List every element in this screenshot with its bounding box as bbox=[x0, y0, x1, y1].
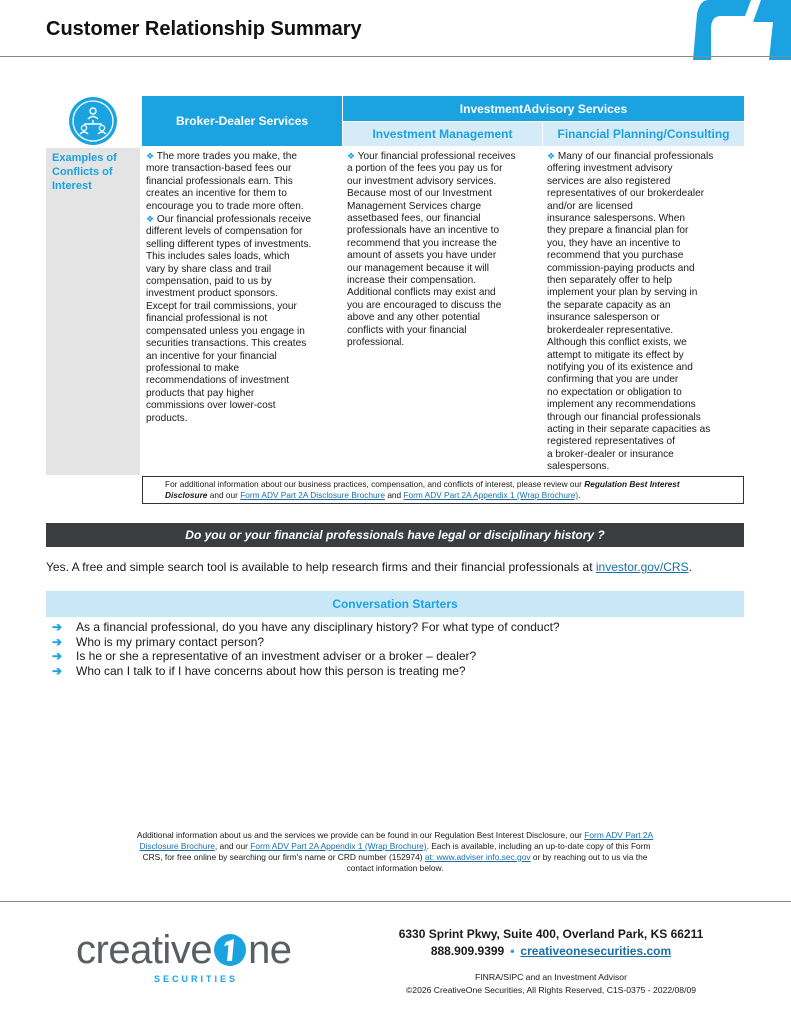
brand-one-mark-icon bbox=[213, 932, 247, 968]
legal-history-heading: Do you or your financial professionals have legal or disciplinary history ? bbox=[46, 523, 744, 547]
footer-divider bbox=[0, 901, 791, 902]
finra-notice: FINRA/SIPC and an Investment Advisor bbox=[475, 972, 627, 982]
sec-adviser-link[interactable]: at: www.adviser info.sec.gov bbox=[424, 852, 531, 862]
investment-advisory-header: InvestmentAdvisory Services bbox=[343, 96, 744, 121]
bullet-diamond-icon: ❖ bbox=[347, 151, 356, 161]
note-text: For additional information about our business practices, compensation, and conflicts of interest, please review our bbox=[165, 479, 582, 489]
brand-word-right: ne bbox=[248, 928, 292, 972]
conversation-starters-heading: Conversation Starters bbox=[46, 591, 744, 617]
conflicts-row-label: Examples of Conflicts of Interest bbox=[46, 148, 140, 475]
list-item bbox=[52, 649, 560, 664]
adv-disclosure-brochure-link[interactable]: Form ADV Part 2A Disclosure Brochure bbox=[139, 830, 654, 851]
investor-gov-link[interactable]: investor.gov/CRS bbox=[595, 560, 689, 574]
brand-word-left: creative bbox=[76, 928, 213, 972]
investment-management-conflicts-cell bbox=[347, 150, 541, 350]
broker-dealer-header: Broker-Dealer Services bbox=[142, 96, 342, 146]
financial-planning-conflicts-cell bbox=[547, 150, 742, 474]
arrow-right-icon: ➔ bbox=[52, 620, 63, 634]
brand-wordmark bbox=[76, 930, 316, 970]
investment-management-conflict: Your financial professional receives a portion of the fees you pay us for our investment advisory services. Because most of our Investment Management Services charge assetbased fees, our financial professionals have an incentive to recommend that you increase the amount of assets you have under our management because it will increase their compensation. Additional conflicts may exist and you are encouraged to discuss the above and any other potential conflicts with your financial professional. bbox=[347, 151, 516, 349]
page-title: Customer Relationship Summary bbox=[46, 18, 362, 40]
broker-dealer-conflict-2: Our financial professionals receive different levels of compensation for selling different types of investments. This includes sales loads, which vary by share class and trail compensation, paid to us by investment product sponsors. Except for trail commissions, your financial professional is not compensated unless you engage in securities transactions. This creates an incentive for your financial professional to make recommendations of investment products that pay higher commissions over lower-cost products. bbox=[146, 214, 312, 424]
financial-planning-conflict: Many of our financial professionals offering investment advisory services are also registered representatives of our brokerdealer and/or are licensed insurance salespersons. When they prepare a financial plan for you, they have an incentive to recommend that you purchase commission-paying products and then separately offer to help implement your plan by serving in the separate capacity as an insurance salesperson or brokerdealer representative. Although this conflict exists, we attempt to mitigate its effect by notifying you of its existence and confirming that you are under no expectation or obligation to implement any recommendations through our financial professionals acting in their separate capacities as registered representatives of a broker-dealer or insurance salespersons. bbox=[547, 151, 714, 473]
adv-wrap-brochure-link[interactable]: Form ADV Part 2A Appendix 1 (Wrap Brochure) bbox=[250, 841, 427, 851]
people-network-icon bbox=[68, 96, 118, 146]
note-text: . bbox=[578, 490, 581, 500]
legal-history-answer-text: Yes. A free and simple search tool is available to help research firms and their financial professionals at bbox=[46, 560, 593, 574]
copyright-notice: ©2026 CreativeOne Securities, All Rights Reserved, C1S-0375 - 2022/08/09 bbox=[405, 985, 697, 995]
arrow-right-icon: ➔ bbox=[52, 663, 63, 678]
company-contact bbox=[376, 944, 726, 958]
separator-dot-icon: • bbox=[510, 944, 515, 958]
broker-dealer-conflicts-cell bbox=[146, 150, 340, 425]
question-text: Is he or she a representative of an investment adviser or a broker – dealer? bbox=[76, 649, 477, 663]
broker-dealer-conflict-1: The more trades you make, the more transaction-based fees our financial professionals earn. This creates an incentive for them to encourage you to trade more often. bbox=[146, 151, 304, 212]
conversation-starters-list bbox=[52, 620, 560, 678]
list-item bbox=[52, 620, 560, 635]
question-text: Who can I talk to if I have concerns about how this person is treating me? bbox=[76, 663, 466, 678]
creativeone-logo bbox=[76, 930, 316, 992]
reg-bi-disclosure-label: Regulation Best Interest Disclosure bbox=[165, 479, 680, 500]
bullet-diamond-icon: ❖ bbox=[146, 151, 155, 161]
list-item bbox=[52, 635, 560, 650]
arrow-right-icon: ➔ bbox=[52, 649, 63, 663]
question-text: As a financial professional, do you have any disciplinary history? For what type of conduct? bbox=[76, 620, 560, 634]
info-text: , and our bbox=[214, 841, 248, 851]
answer-end: . bbox=[688, 560, 692, 574]
additional-info-paragraph bbox=[130, 830, 660, 874]
note-text: and our bbox=[209, 490, 238, 500]
brand-subtitle: SECURITIES bbox=[154, 974, 239, 984]
bullet-diamond-icon: ❖ bbox=[146, 214, 155, 225]
adv-wrap-brochure-link[interactable]: Form ADV Part 2A Appendix 1 (Wrap Brochure) bbox=[403, 490, 579, 500]
question-text: Who is my primary contact person? bbox=[76, 634, 265, 649]
company-phone: 888.909.9399 bbox=[430, 944, 505, 958]
header-divider bbox=[0, 56, 791, 57]
brand-corner-logo-icon bbox=[681, 0, 791, 60]
adv-disclosure-brochure-link[interactable]: Form ADV Part 2A Disclosure Brochure bbox=[240, 490, 385, 500]
legal-history-answer bbox=[46, 560, 692, 574]
investment-management-header: Investment Management bbox=[343, 122, 542, 146]
bullet-diamond-icon: ❖ bbox=[547, 151, 556, 161]
company-address: 6330 Sprint Pkwy, Suite 400, Overland Park, KS 66211 bbox=[398, 927, 704, 941]
note-text: and bbox=[387, 490, 402, 500]
info-text: Additional information about us and the services we provide can be found in our Regulation Best Interest Disclosure, our bbox=[136, 830, 582, 840]
list-item bbox=[52, 664, 560, 679]
info-text: or by reaching out to us via the contact information below. bbox=[346, 852, 648, 873]
financial-planning-header: Financial Planning/Consulting bbox=[543, 122, 744, 146]
arrow-right-icon: ➔ bbox=[52, 634, 63, 649]
company-website-link[interactable]: creativeonesecurities.com bbox=[520, 944, 672, 958]
additional-info-note bbox=[142, 476, 744, 504]
info-text: . Each is available, including an up-to-date copy of this Form CRS, for free online by searching our firm's name or CRD number (152974) bbox=[142, 841, 651, 862]
